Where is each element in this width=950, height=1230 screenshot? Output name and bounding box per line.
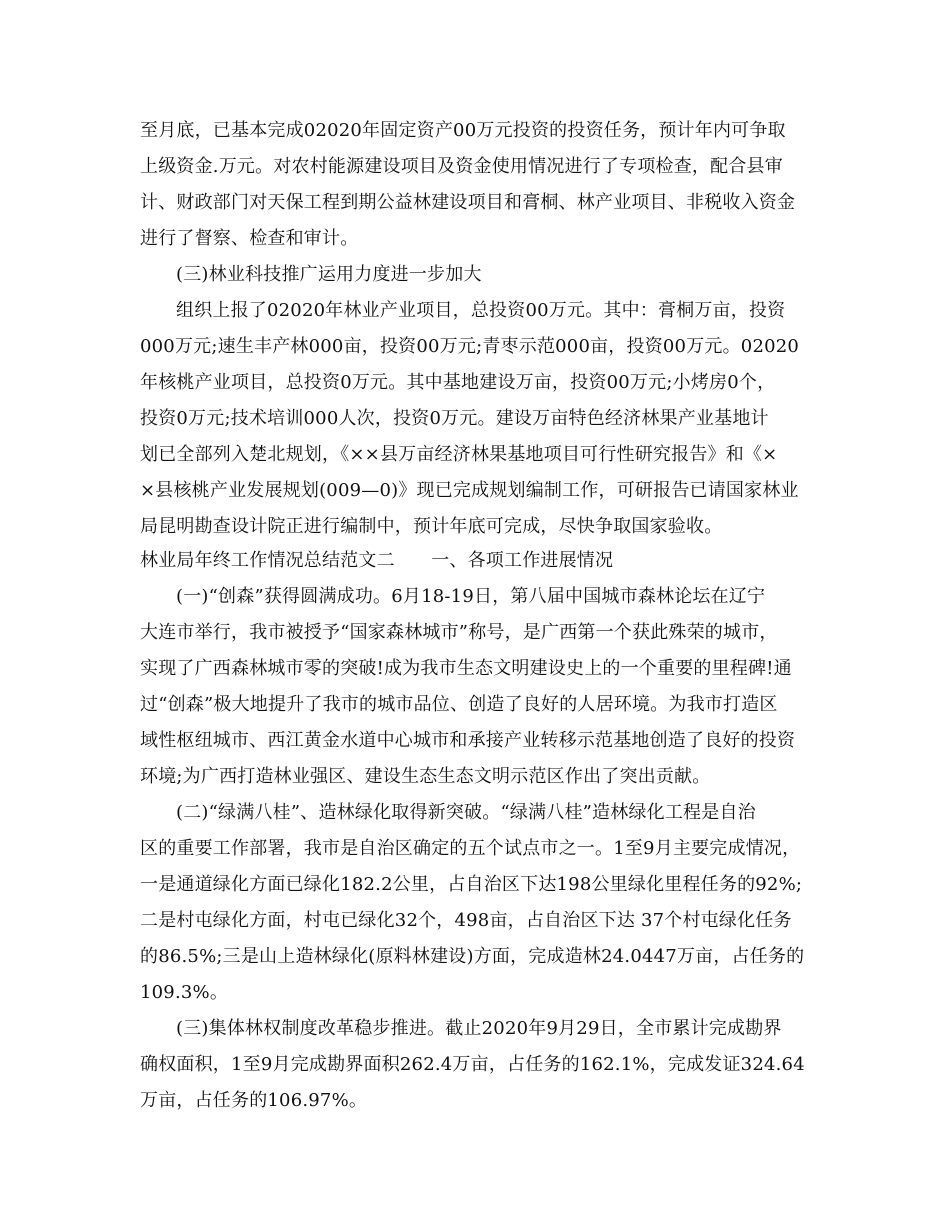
section-title: 林业局年终工作情况总结范文二 一、各项工作进展情况 <box>140 550 614 571</box>
text-line: 109.3%。 <box>140 982 229 1003</box>
section-heading: (三)林业科技推广运用力度进一步加大 <box>176 264 482 285</box>
text-line: 投资0万元;技术培训000人次，投资0万元。建设万亩特色经济林果产业基地计 <box>140 408 769 429</box>
text-line: 确权面积，1至9月完成勘界面积262.4万亩，占任务的162.1%，完成发证324.64 <box>140 1054 805 1075</box>
text-line: 万亩，占任务的106.97%。 <box>140 1090 368 1111</box>
text-line: 大连市举行，我市被授予“国家森林城市”称号，是广西第一个获此殊荣的城市， <box>140 622 778 643</box>
text-line: 年核桃产业项目，总投资0万元。其中基地建设万亩，投资00万元;小烤房0个， <box>140 372 776 393</box>
text-line: 环境;为广西打造林业强区、建设生态生态文明示范区作出了突出贡献。 <box>140 766 711 787</box>
text-line: 一是通道绿化方面已绿化182.2公里，占自治区下达198公里绿化里程任务的92%; <box>140 874 803 895</box>
text-line: 过“创森”极大地提升了我市的城市品位、创造了良好的人居环境。为我市打造区 <box>140 694 778 715</box>
text-line: 划已全部列入楚北规划，《××县万亩经济林果基地项目可行性研究报告》和《× <box>140 444 778 465</box>
text-line: 区的重要工作部署，我市是自治区确定的五个试点市之一。1至9月主要完成情况， <box>140 838 801 859</box>
text-line: ×县核桃产业发展规划(009—0)》现已完成规划编制工作，可研报告已请国家林业 <box>140 480 799 501</box>
text-line: (三)集体林权制度改革稳步推进。截止2020年9月29日，全市累计完成勘界 <box>176 1018 782 1039</box>
text-line: 局昆明勘查设计院正进行编制中，预计年底可完成，尽快争取国家验收。 <box>140 516 723 537</box>
text-line: 至月底，已基本完成02020年固定资产00万元投资的投资任务，预计年内可争取 <box>140 120 786 141</box>
text-line: 的86.5%;三是山上造林绿化(原料林建设)方面，完成造林24.0447万亩，占任务的 <box>140 946 805 967</box>
text-line: (一)“创森”获得圆满成功。6月18-19日，第八届中国城市森林论坛在辽宁 <box>176 586 766 607</box>
text-line: 二是村屯绿化方面，村屯已绿化32个，498亩，占自治区下达 37个村屯绿化任务 <box>140 910 792 931</box>
text-line: (二)“绿满八桂”、造林绿化取得新突破。“绿满八桂”造林绿化工程是自治 <box>176 802 756 823</box>
text-line: 组织上报了02020年林业产业项目，总投资00万元。其中：膏桐万亩，投资 <box>176 300 786 321</box>
text-line: 000万元;速生丰产林000亩，投资00万元;青枣示范000亩，投资00万元。02020 <box>140 336 800 357</box>
text-line: 域性枢纽城市、西江黄金水道中心城市和承接产业转移示范基地创造了良好的投资 <box>140 730 796 751</box>
text-line: 实现了广西森林城市零的突破!成为我市生态文明建设史上的一个重要的里程碑!通 <box>140 658 792 679</box>
text-line: 计、财政部门对天保工程到期公益林建设项目和膏桐、林产业项目、非税收入资金 <box>140 192 796 213</box>
text-line: 进行了督察、检查和审计。 <box>140 228 359 249</box>
text-line: 上级资金.万元。对农村能源建设项目及资金使用情况进行了专项检查，配合县审 <box>140 156 783 177</box>
